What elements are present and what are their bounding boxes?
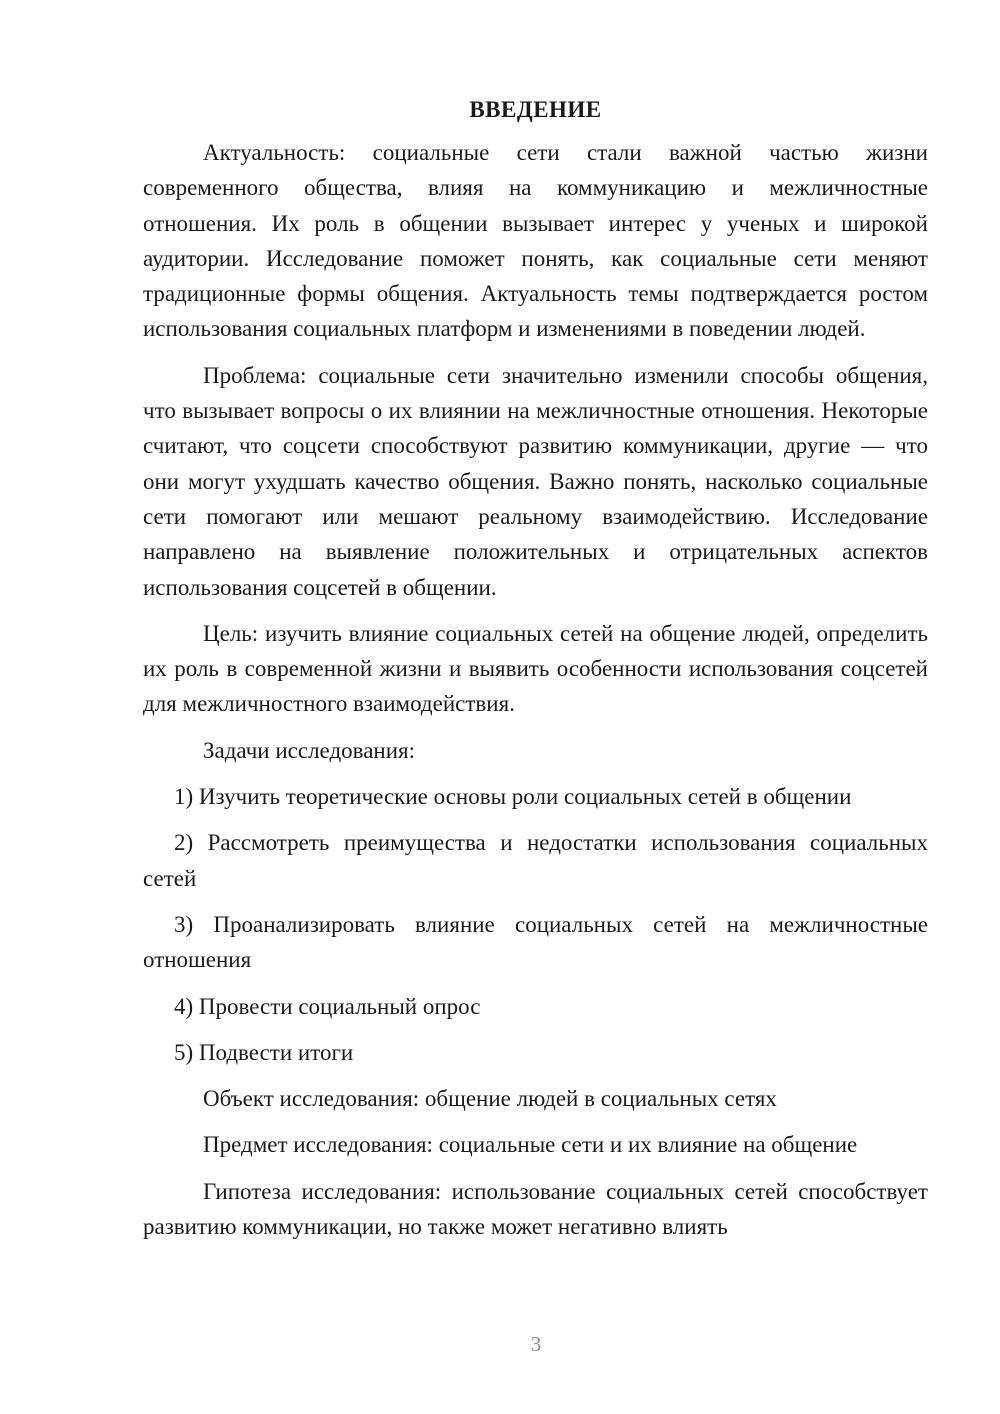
- hypothesis-paragraph: Гипотеза исследования: использование социальных сетей способствует развитию коммуникации, но также может негативно влиять: [143, 1178, 928, 1240]
- task-item-4: 4) Провести социальный опрос: [174, 993, 481, 1019]
- section-heading: ВВЕДЕНИЕ: [469, 97, 602, 122]
- task-item-3: 3) Проанализировать влияние социальных сетей на межличностные отношения: [143, 911, 928, 973]
- page-number: 3: [530, 1332, 542, 1356]
- task-item-2: 2) Рассмотреть преимущества и недостатки использования социальных сетей: [143, 830, 928, 891]
- subject-paragraph: Предмет исследования: социальные сети и их влияние на общение: [203, 1132, 858, 1158]
- tasks-title: Задачи исследования:: [203, 737, 416, 763]
- problem-paragraph: Проблема: социальные сети значительно изменили способы общения, что вызывает вопросы о их влиянии на межличностные отношения. Некоторые считают, что соцсети способствуют развитию коммуникации, другие — что они могут ухудшать качество общения. Важно понять, насколько социальные сети помогают или мешают реальному взаимодействию. Исследование направлено на выявление положительных и отрицательных аспектов использования соцсетей в общении.: [143, 362, 928, 600]
- relevance-paragraph: Актуальность: социальные сети стали важной частью жизни современного общества, влияя на коммуникацию и межличностные отношения. Их роль в общении вызывает интерес у ученых и широкой аудитории. Исследование поможет понять, как социальные сети меняют традиционные формы общения. Актуальность темы подтверждается ростом использования социальных платформ и изменениями в поведении людей.: [143, 140, 928, 342]
- task-item-1: 1) Изучить теоретические основы роли социальных сетей в общении: [174, 784, 852, 810]
- task-item-5: 5) Подвести итоги: [174, 1039, 354, 1065]
- object-paragraph: Объект исследования: общение людей в социальных сетях: [203, 1086, 777, 1112]
- page-content: [143, 92, 928, 1255]
- goal-paragraph: Цель: изучить влияние социальных сетей на общение людей, определить их роль в современной жизни и выявить особенности использования соцсетей для межличностного взаимодействия.: [143, 620, 928, 717]
